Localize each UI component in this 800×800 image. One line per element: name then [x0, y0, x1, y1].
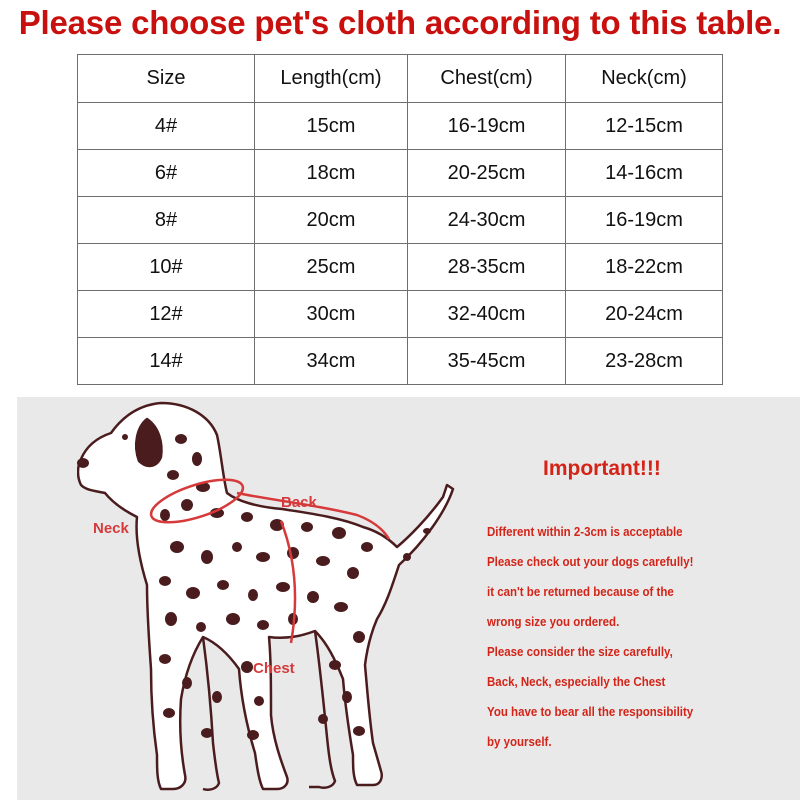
cell-chest: 32-40cm [408, 291, 566, 338]
cell-size: 12# [78, 291, 255, 338]
column-header-neck: Neck(cm) [566, 55, 723, 103]
cell-size: 6# [78, 150, 255, 197]
back-label: Back [281, 494, 317, 511]
cell-neck: 23-28cm [566, 338, 723, 385]
cell-length: 18cm [255, 150, 408, 197]
table-row [78, 291, 723, 338]
cell-length: 30cm [255, 291, 408, 338]
cell-chest: 24-30cm [408, 197, 566, 244]
neck-label: Neck [93, 520, 129, 537]
cell-length: 15cm [255, 103, 408, 150]
cell-neck: 16-19cm [566, 197, 723, 244]
notice-line: Please consider the size carefully, [487, 645, 673, 659]
cell-length: 25cm [255, 244, 408, 291]
cell-length: 34cm [255, 338, 408, 385]
cell-length: 20cm [255, 197, 408, 244]
column-header-length: Length(cm) [255, 55, 408, 103]
notice-line: You have to bear all the responsibility [487, 705, 694, 719]
notice-line: by yourself. [487, 735, 552, 749]
column-header-size: Size [78, 55, 255, 103]
dog-silhouette [77, 403, 453, 790]
page-headline: Please choose pet's cloth according to this table. [18, 4, 782, 41]
cell-size: 4# [78, 103, 255, 150]
column-header-chest: Chest(cm) [408, 55, 566, 103]
table-row [78, 338, 723, 385]
cell-size: 14# [78, 338, 255, 385]
table-header-row [78, 55, 723, 103]
table-row [78, 244, 723, 291]
cell-chest: 28-35cm [408, 244, 566, 291]
cell-neck: 18-22cm [566, 244, 723, 291]
measurement-guide-panel [17, 397, 800, 800]
cell-neck: 14-16cm [566, 150, 723, 197]
important-notice-title: Important!!! [543, 457, 661, 480]
cell-chest: 35-45cm [408, 338, 566, 385]
notice-line: Different within 2-3cm is acceptable [487, 525, 683, 539]
notice-line: wrong size you ordered. [487, 615, 620, 629]
size-chart-table [77, 54, 723, 385]
important-notice-text [487, 517, 787, 757]
cell-neck: 12-15cm [566, 103, 723, 150]
table-row [78, 103, 723, 150]
table-row [78, 150, 723, 197]
notice-line: Please check out your dogs carefully! [487, 555, 694, 569]
cell-chest: 20-25cm [408, 150, 566, 197]
notice-line: it can't be returned because of the [487, 585, 674, 599]
cell-chest: 16-19cm [408, 103, 566, 150]
cell-neck: 20-24cm [566, 291, 723, 338]
dalmatian-dog-illustration [77, 397, 477, 800]
chest-label: Chest [253, 660, 295, 677]
notice-line: Back, Neck, especially the Chest [487, 675, 666, 689]
cell-size: 8# [78, 197, 255, 244]
table-row [78, 197, 723, 244]
cell-size: 10# [78, 244, 255, 291]
